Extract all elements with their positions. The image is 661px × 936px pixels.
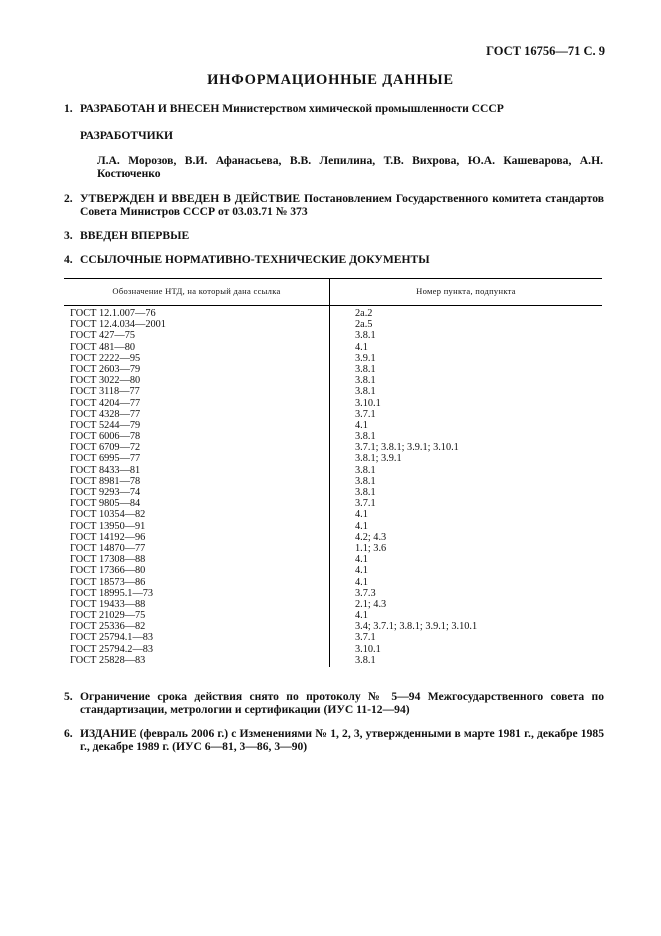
table-row <box>64 487 602 498</box>
table-row <box>64 521 602 532</box>
clause-number: 3.4; 3.7.1; 3.8.1; 3.9.1; 3.10.1 <box>355 621 478 633</box>
table-row <box>64 621 602 632</box>
table-row <box>64 655 602 666</box>
document-designation: ГОСТ 6995—77 <box>70 453 141 465</box>
table-row <box>64 532 602 543</box>
table-header-clause: Номер пункта, подпункта <box>416 286 516 296</box>
document-designation: ГОСТ 25794.1—83 <box>70 632 154 644</box>
clause-number: 3.10.1 <box>355 643 381 655</box>
item-number: 3. <box>64 229 73 242</box>
table-top-rule <box>64 278 602 279</box>
clause-number: 4.1 <box>355 576 368 588</box>
clause-number: 3.7.1 <box>355 408 376 420</box>
clause-number: 3.8.1 <box>355 386 376 398</box>
clause-number: 4.1 <box>355 565 368 577</box>
clause-number: 4.1 <box>355 520 368 532</box>
clause-number: 3.8.1 <box>355 464 376 476</box>
table-row <box>64 353 602 364</box>
table-row <box>64 375 602 386</box>
clause-number: 3.9.1 <box>355 352 376 364</box>
clause-number: 2.1; 4.3 <box>355 598 387 610</box>
document-designation: ГОСТ 18995.1—73 <box>70 587 154 599</box>
clause-number: 3.10.1 <box>355 397 381 409</box>
document-designation: ГОСТ 9293—74 <box>70 487 141 498</box>
table-row <box>64 476 602 487</box>
item-text: УТВЕРЖДЕН И ВВЕДЕН В ДЕЙСТВИЕ Постановлением Государственного комитета стандартов Совета Министров СССР от 03.03.71 № 373 <box>80 192 604 218</box>
document-designation: ГОСТ 6709—72 <box>70 442 141 454</box>
table-row <box>64 386 602 397</box>
document-designation: ГОСТ 13950—91 <box>70 520 146 532</box>
clause-number: 4.1 <box>355 341 368 353</box>
table-row <box>64 644 602 655</box>
document-designation: ГОСТ 427—75 <box>70 330 136 342</box>
table-row <box>64 319 602 330</box>
document-designation: ГОСТ 6006—78 <box>70 431 141 443</box>
item-text: Ограничение срока действия снято по протоколу № 5—94 Межгосударственного совета по стандартизации, метрологии и сертификации (ИУС 11-12—94) <box>80 690 604 716</box>
table-row <box>64 420 602 431</box>
clause-number: 3.8.1 <box>355 475 376 487</box>
table-row <box>64 442 602 453</box>
clause-number: 3.8.1; 3.9.1 <box>355 453 402 465</box>
document-designation: ГОСТ 2603—79 <box>70 363 141 375</box>
clause-number: 2а.2 <box>355 308 373 319</box>
document-designation: ГОСТ 14870—77 <box>70 542 146 554</box>
item-number: 2. <box>64 192 73 205</box>
table-row <box>64 398 602 409</box>
document-designation: ГОСТ 12.4.034—2001 <box>70 319 166 331</box>
table-row <box>64 632 602 643</box>
document-designation: ГОСТ 14192—96 <box>70 531 146 543</box>
document-designation: ГОСТ 3022—80 <box>70 375 141 387</box>
table-row <box>64 308 602 319</box>
document-designation: ГОСТ 10354—82 <box>70 509 146 521</box>
document-designation: ГОСТ 8981—78 <box>70 475 141 487</box>
document-designation: ГОСТ 25828—83 <box>70 654 146 666</box>
table-row <box>64 577 602 588</box>
item-text: РАЗРАБОТАН И ВНЕСЕН Министерством химической промышленности СССР <box>80 102 504 115</box>
clause-number: 3.8.1 <box>355 487 376 498</box>
clause-number: 3.7.1 <box>355 498 376 510</box>
clause-number: 3.7.1 <box>355 632 376 644</box>
clause-number: 4.1 <box>355 610 368 622</box>
document-designation: ГОСТ 2222—95 <box>70 352 141 364</box>
clause-number: 3.8.1 <box>355 375 376 387</box>
clause-number: 4.1 <box>355 419 368 431</box>
document-designation: ГОСТ 25794.2—83 <box>70 643 154 655</box>
page-title: ИНФОРМАЦИОННЫЕ ДАННЫЕ <box>207 72 454 88</box>
table-row <box>64 342 602 353</box>
clause-number: 1.1; 3.6 <box>355 542 387 554</box>
clause-number: 3.8.1 <box>355 330 376 342</box>
clause-number: 3.8.1 <box>355 431 376 443</box>
table-row <box>64 431 602 442</box>
info-item-3 <box>64 229 604 242</box>
clause-number: 4.1 <box>355 509 368 521</box>
table-body <box>64 308 602 666</box>
clause-number: 3.7.3 <box>355 587 376 599</box>
document-designation: ГОСТ 3118—77 <box>70 386 140 398</box>
info-item-5 <box>64 690 604 716</box>
info-item-2 <box>64 192 604 218</box>
table-row <box>64 554 602 565</box>
info-item-4 <box>64 253 604 266</box>
table-row <box>64 364 602 375</box>
running-header: ГОСТ 16756—71 С. 9 <box>486 44 605 58</box>
document-designation: ГОСТ 5244—79 <box>70 419 141 431</box>
document-designation: ГОСТ 18573—86 <box>70 576 146 588</box>
item-text: ВВЕДЕН ВПЕРВЫЕ <box>80 229 190 242</box>
table-row <box>64 610 602 621</box>
clause-number: 2а.5 <box>355 319 373 331</box>
clause-number: 4.2; 4.3 <box>355 531 387 543</box>
document-designation: ГОСТ 4328—77 <box>70 408 141 420</box>
document-designation: ГОСТ 25336—82 <box>70 621 146 633</box>
item-text: ССЫЛОЧНЫЕ НОРМАТИВНО-ТЕХНИЧЕСКИЕ ДОКУМЕНТЫ <box>80 253 430 266</box>
table-row <box>64 453 602 464</box>
clause-number: 3.8.1 <box>355 654 376 666</box>
table-row <box>64 599 602 610</box>
document-designation: ГОСТ 17366—80 <box>70 565 146 577</box>
references-table <box>64 278 602 667</box>
document-designation: ГОСТ 481—80 <box>70 341 136 353</box>
table-row <box>64 409 602 420</box>
clause-number: 3.8.1 <box>355 363 376 375</box>
document-designation: ГОСТ 12.1.007—76 <box>70 308 156 319</box>
item-number: 6. <box>64 727 73 740</box>
clause-number: 4.1 <box>355 554 368 566</box>
document-designation: ГОСТ 19433—88 <box>70 598 146 610</box>
table-row <box>64 565 602 576</box>
clause-number: 3.7.1; 3.8.1; 3.9.1; 3.10.1 <box>355 442 459 454</box>
item-number: 4. <box>64 253 73 266</box>
document-designation: ГОСТ 17308—88 <box>70 554 146 566</box>
developers-names: Л.А. Морозов, В.И. Афанасьева, В.В. Лепилина, Т.В. Вихрова, Ю.А. Кашеварова, А.Н. Костюченко <box>97 154 603 180</box>
info-item-6 <box>64 727 604 753</box>
table-header-document: Обозначение НТД, на который дана ссылка <box>112 286 281 296</box>
item-text: ИЗДАНИЕ (февраль 2006 г.) с Изменениями № 1, 2, 3, утвержденными в марте 1981 г., декабре 1985 г., декабре 1989 г. (ИУС 6—81, 3—86, 3—90) <box>80 727 604 753</box>
document-designation: ГОСТ 4204—77 <box>70 397 141 409</box>
table-row <box>64 588 602 599</box>
item-number: 1. <box>64 102 73 115</box>
developers-heading: РАЗРАБОТЧИКИ <box>80 129 174 142</box>
document-designation: ГОСТ 9805—84 <box>70 498 141 510</box>
table-row <box>64 330 602 341</box>
item-number: 5. <box>64 690 73 703</box>
table-row <box>64 543 602 554</box>
document-designation: ГОСТ 21029—75 <box>70 610 146 622</box>
table-row <box>64 465 602 476</box>
info-item-1 <box>64 102 604 115</box>
table-row <box>64 498 602 509</box>
table-row <box>64 509 602 520</box>
document-designation: ГОСТ 8433—81 <box>70 464 141 476</box>
table-header-rule <box>64 305 602 306</box>
